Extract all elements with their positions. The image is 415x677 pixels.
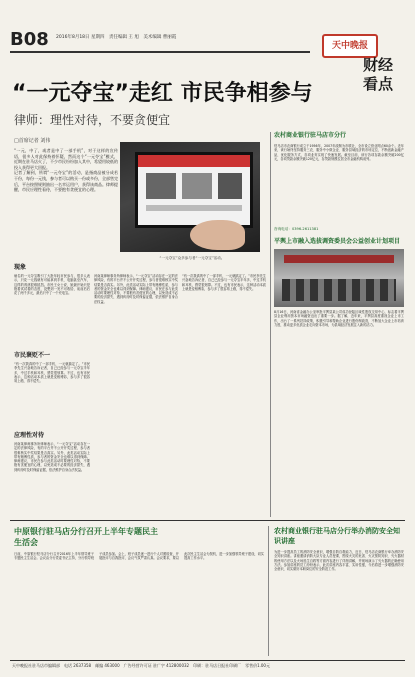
header-rule [10,51,310,53]
screen-bar [146,205,242,211]
right-mid-text: 8月16日，河南省金融办公室审批平舆县某公司成功登陆区域性股权交易中心，标志着平舆县企业利用资本市场融资迈出了重要一步。据了解，近年来，平舆县高度重视企业上市工作，出台了一系列扶持政策，积极引导和帮助企业进行股份制改造，不断加大企业上市培育力度，推动更多优质企业走向资本市场，为县域经济发展注入新的活力。 [274,310,404,327]
paper-logo: 天中晚报 [322,34,378,58]
section-text: 河南某律师事务所律师表示，“一元夺宝”活动存在一定的法律风险，有的平台并不公开开奖过程，参与者很难核实中奖结果是否真实。另外，此类活动实际上带有赌博性质，参与者的资金安全也难以得到保障。律师建议，市民在参与此类活动时要理性对待，不要抱有贪便宜的心理，以免造成不必要的经济损失，遇到纠纷时及时保留证据，依法维护自身合法权益。 [14,442,90,472]
lead-text [14,148,118,253]
section-heading: 现象 [14,264,27,271]
lead-paragraph-2: 记者了解到，所谓“一元夺宝”的活动，是指商品被分成若干份，每份一元钱，参与者可以购买一份或多份，全部售完后，平台按照规则抽出一名幸运用户，获得该商品。律师提醒，市民应理性看待，不要抱有贪便宜的心理。 [14,170,118,193]
screen-product [218,173,242,199]
column-3: “有一次我真的中了一部手机，一元就搞定了。”市民李先生兴奋地告诉记者，自己已经参与一元夺宝半年多，中过手机和耳机，感觉很划算。不过，也有市民表示，这种活动本质上就是变相博彩，参与多了很容易上瘾，得不偿失。 [182,274,266,291]
photo-banner [284,255,394,263]
main-photo [120,142,260,252]
right-top-title: 农村商业银行驻马店市分行 [274,132,347,139]
footer-rule [10,660,405,661]
column-2: 河南某律师事务所律师表示，“一元夺宝”活动存在一定的法律风险，有的平台并不公开开奖过程，参与者很难核实中奖结果是否真实。另外，此类活动实际上带有赌博性质，参与者的资金安全也难以得到保障。律师建议，市民在参与此类活动时要理性对待，不要抱有贪便宜的心理，以免造成不必要的经济损失，遇到纠纷时及时保留证据，依法维护自身合法权益。 [94,274,178,304]
bottom-left-title: 中原银行驻马店分行召开上半年专题民主生活会 [14,527,158,547]
photo-people [282,279,396,301]
bottom-rule [10,520,405,521]
screen-banner [138,155,250,167]
issue-info: 2016年8月18日 星期四 责任编辑 王 旭 美术编辑 曹丽霞 [56,35,177,40]
section-label [363,56,403,94]
subheadline: 律师：理性对待，不要贪便宜 [14,113,171,127]
laptop-screen [135,152,253,228]
section-heading: 市民褒贬不一 [14,352,51,359]
right-mid-title: 平舆上市融入选拔调资委员会公益创业计划项目 [274,238,401,245]
screen-product [182,173,212,199]
bottom-right-text: 为进一步提高员工的消防安全意识，增强自防自救能力，近日，驻马店农商银行举办消防安全知识讲座。讲座邀请消防大队专业人员授课，围绕火灾的危害、火灾预防知识、灭火器材的使用方法以及火场逃生自救等方面内容进行了详细讲解，并现场演示了灭火器的正确使用方法。参加讲座的员工纷纷表示，此次讲座内容丰富、实用性强，今后将进一步增强消防安全意识，切实做好本职岗位的安全防范工作。 [274,550,404,572]
section-text: 驰名的一元夺宝吸引了大批年轻市民参与，很多人表示，只花一元钱就有可能拿到手机、电脑甚至汽车，这样的诱惑很难抵挡。市民王女士说，她最开始只是抱着试试看的态度，没想到一发不可收拾，前前后后花了两千多元，最后只中了一个充电宝。 [14,274,90,296]
footer-text: 天中晚报社驻马店市编辑部 电话 2637358 邮编 463000 广告经营许可证 驻广字 412800032 印刷：驻马店日报社印刷厂 零售价1.00元 [12,663,270,668]
right-top-block [274,132,404,232]
hand-shape [190,220,245,250]
bottom-left-text: 日前，中原银行驻马店分行召开2016年上半年领导班子专题民主生活会。会议由分行党委书记主持，分行领导班子成员参加。会上，班子成员逐一进行个人对照检查，开展批评与自我批评，会议气氛严肃认真。会议要求，要以此次民主生活会为契机，进一步加强领导班子建设，切实提高工作水平。 [14,552,264,561]
right-top-contact: 咨询电话：0396-2611381 [274,227,319,231]
screen-product [146,173,176,199]
bottom-divider [268,526,269,656]
section-label-line1: 财经 [363,56,394,74]
bottom-right-title: 农村商业银行驻马店分行举办消防安全知识讲座 [274,527,400,545]
right-mid-photo [274,249,404,307]
byline: □首席记者 刘伟 [14,138,51,144]
headline: “一元夺宝”走红 市民争相参与 [12,81,313,106]
section-text: “有一次我真的中了一部手机，一元就搞定了。”市民李先生兴奋地告诉记者，自己已经参与一元夺宝半年多，中过手机和耳机，感觉很划算。不过，也有市民表示，这种活动本质上就是变相博彩，参与多了很容易上瘾，得不偿失。 [14,362,90,384]
lead-paragraph-1: “一元，中了，或者是中了一部手机”，对于这样的宣传语，很多人对此保持着怀疑，然而这个“一元夺宝”模式，近期在驻马店火了，不少市民纷纷加入其中，希望用较低的投入获得更大回报。 [14,148,118,170]
bottom-left-block [14,526,264,657]
photo-caption: “一元夺宝”众多参与者“一元夺宝”活动。 [159,256,225,260]
section-label-line2: 看点 [363,75,394,93]
right-column-rule [270,132,271,517]
right-mid-block [274,238,404,420]
column-1 [14,262,90,534]
section-heading: 应理性对待 [14,432,45,439]
page-code: B08 [10,29,49,50]
bottom-right-block [274,526,404,655]
right-top-text: 驻马店市农商银行成立于1956年，2007年改制为市联社，全市设立营业网点60余个。近年来，该行始终坚持服务三农、服务中小微企业、服务县域经济的市场定位，不断创新金融产品，优化服务方式，各项业务实现了快速发展。截至目前，该行各项存款余额突破200亿元，各项贷款余额突破120亿元，存贷款规模位居全市金融机构前列。 [274,144,404,161]
